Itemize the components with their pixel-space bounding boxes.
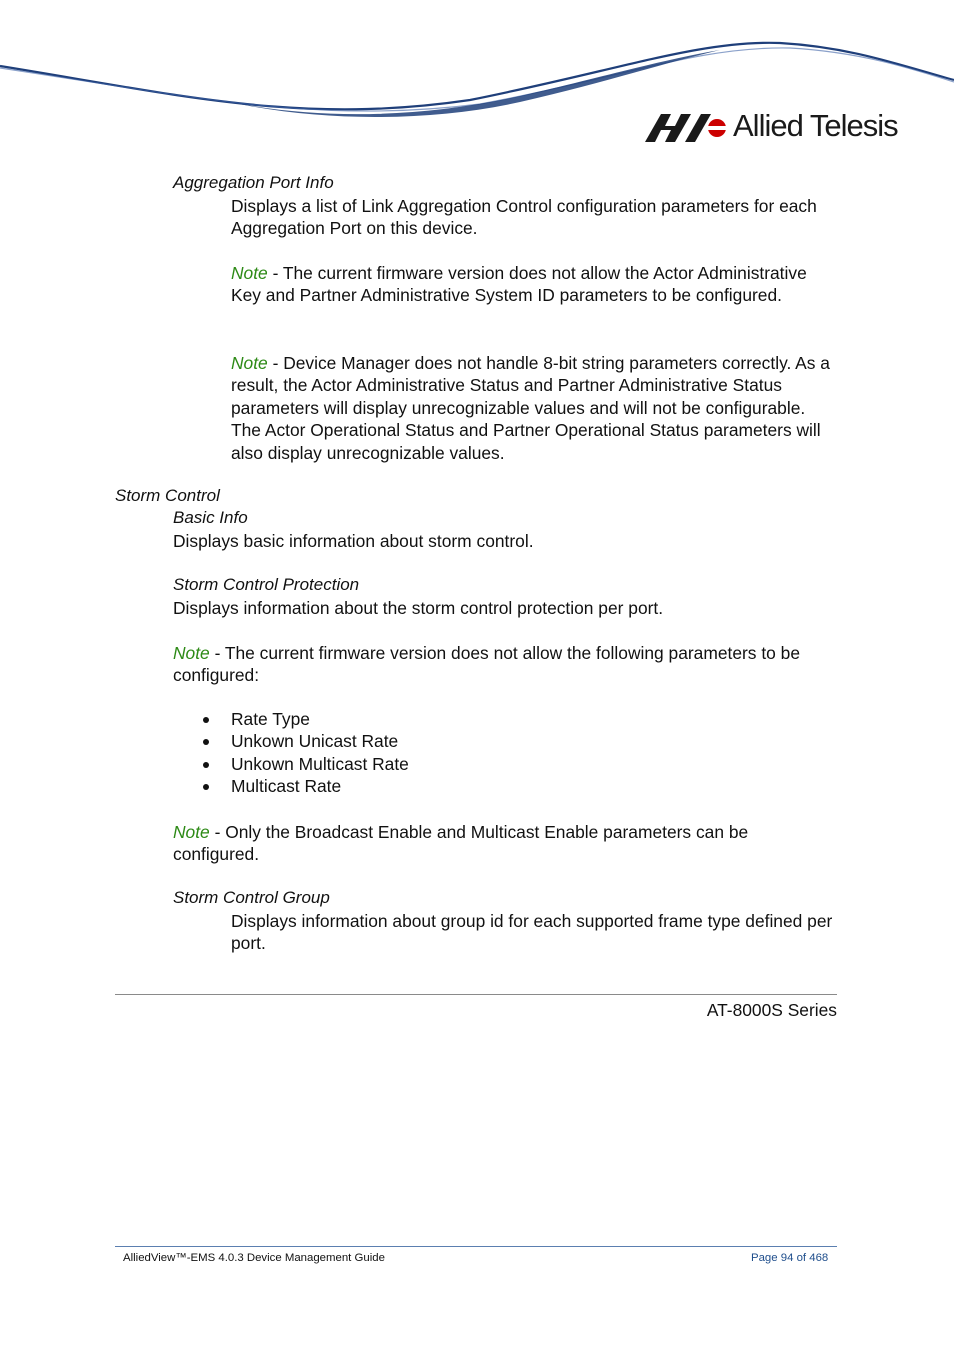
note-label: Note xyxy=(231,263,268,283)
basic-info-description: Displays basic information about storm control. xyxy=(173,531,534,551)
storm-control-heading: Storm Control xyxy=(115,486,220,505)
unconfigurable-parameters-list xyxy=(173,708,409,798)
aggregation-note-1 xyxy=(231,262,837,307)
bullet-icon xyxy=(203,717,209,723)
bullet-icon xyxy=(203,739,209,745)
storm-control-group-description: Displays information about group id for each supported frame type defined per port. xyxy=(231,911,833,954)
list-item: Unkown Unicast Rate xyxy=(173,730,409,752)
product-series-label: AT-8000S Series xyxy=(706,1000,837,1020)
allied-telesis-logo-mark-icon xyxy=(645,114,727,142)
note-text: - The current firmware version does not allow the following parameters to be configured: xyxy=(173,643,801,686)
protection-note-2 xyxy=(173,821,837,866)
note-text: - Only the Broadcast Enable and Multicast Enable parameters can be configured. xyxy=(173,822,749,865)
basic-info-heading: Basic Info xyxy=(173,508,248,527)
logo-text: Allied Telesis xyxy=(733,108,898,143)
storm-control-protection-heading: Storm Control Protection xyxy=(173,575,360,594)
aggregation-port-info-heading: Aggregation Port Info xyxy=(173,173,334,192)
list-item: Multicast Rate xyxy=(173,775,409,797)
protection-note-1 xyxy=(173,642,837,687)
section-divider xyxy=(115,994,837,995)
note-label: Note xyxy=(173,643,210,663)
storm-control-group-heading: Storm Control Group xyxy=(173,888,330,907)
list-item: Unkown Multicast Rate xyxy=(173,753,409,775)
aggregation-note-2 xyxy=(231,352,837,464)
note-label: Note xyxy=(173,822,210,842)
bullet-icon xyxy=(203,762,209,768)
footer-document-title: AlliedView™-EMS 4.0.3 Device Management Guide xyxy=(123,1252,385,1264)
footer-page-number: Page 94 of 468 xyxy=(751,1252,829,1264)
note-text: - The current firmware version does not allow the Actor Administrative Key and Partner Administrative System ID parameters to be configured. xyxy=(231,263,807,306)
list-item: Rate Type xyxy=(173,708,409,730)
bullet-icon xyxy=(203,784,209,790)
storm-control-protection-description: Displays information about the storm control protection per port. xyxy=(173,598,664,618)
footer-divider xyxy=(115,1246,837,1247)
allied-telesis-logo xyxy=(645,108,905,148)
note-text: - Device Manager does not handle 8-bit string parameters correctly. As a result, the Actor Administrative Status and Partner Administrative Status parameters will display unrecognizable values and will not be configurable. The Actor Operational Status and Partner Operational Status parameters will also display unrecognizable values. xyxy=(231,353,830,463)
note-label: Note xyxy=(231,353,268,373)
aggregation-port-info-description: Displays a list of Link Aggregation Control configuration parameters for each Aggregation Port on this device. xyxy=(231,196,817,239)
